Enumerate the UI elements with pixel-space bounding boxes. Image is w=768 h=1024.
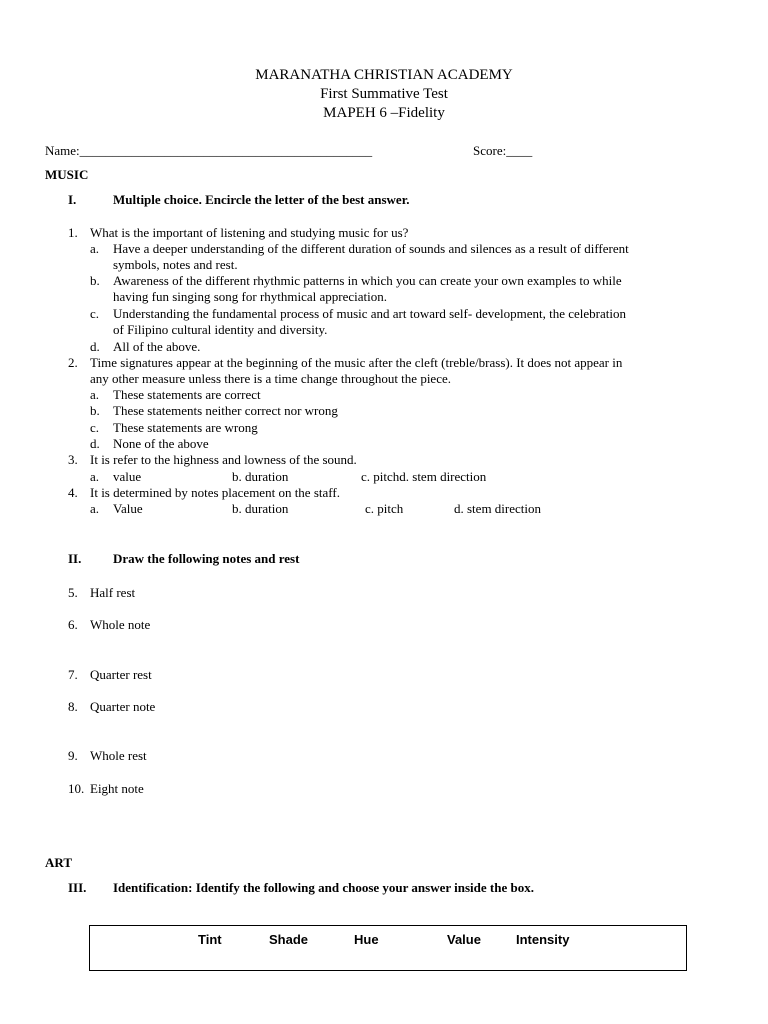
q1-b-line1: Awareness of the different rhythmic patterns in which you can create your own examples to while: [113, 273, 622, 288]
item9-text: Whole rest: [90, 748, 147, 763]
item6-number: 6.: [68, 617, 78, 632]
subject-title: MAPEH 6 –Fidelity: [323, 105, 445, 121]
choice-value: Value: [447, 932, 481, 947]
q2-stem-line2: any other measure unless there is a time change throughout the piece.: [90, 371, 451, 386]
q4-stem: It is determined by notes placement on the staff.: [90, 485, 340, 500]
q1-d-letter: d.: [90, 339, 100, 354]
q2-a-letter: a.: [90, 387, 100, 402]
q1-a-letter: a.: [90, 241, 100, 256]
part3-numeral: III.: [68, 880, 87, 895]
choice-box: [89, 925, 687, 971]
q3-a-letter: a.: [90, 469, 100, 484]
art-heading: ART: [45, 855, 72, 870]
q4-number: 4.: [68, 485, 78, 500]
item10-text: Eight note: [90, 781, 144, 796]
q1-a-line1: Have a deeper understanding of the different duration of sounds and silences as a result of different: [113, 241, 629, 256]
q3-cd-text: c. pitchd. stem direction: [361, 469, 487, 484]
q2-a-text: These statements are correct: [113, 387, 261, 402]
choice-hue: Hue: [354, 932, 379, 947]
part1-instruction: Multiple choice. Encircle the letter of the best answer.: [113, 192, 410, 207]
q1-d-text: All of the above.: [113, 339, 201, 354]
score-line: Score:____: [473, 143, 533, 158]
part2-numeral: II.: [68, 551, 82, 566]
choice-tint: Tint: [198, 932, 222, 947]
item5-text: Half rest: [90, 585, 136, 600]
item6-text: Whole note: [90, 617, 151, 632]
q2-b-letter: b.: [90, 403, 100, 418]
q2-c-text: These statements are wrong: [113, 420, 258, 435]
q4-b-text: b. duration: [232, 501, 289, 516]
test-title: First Summative Test: [320, 86, 448, 102]
q4-a-letter: a.: [90, 501, 100, 516]
q3-a-text: value: [113, 469, 142, 484]
item5-number: 5.: [68, 585, 78, 600]
q4-d-text: d. stem direction: [454, 501, 542, 516]
choice-shade: Shade: [269, 932, 309, 947]
q2-b-text: These statements neither correct nor wrong: [113, 403, 338, 418]
q3-number: 3.: [68, 452, 78, 467]
part3-instruction: Identification: Identify the following and choose your answer inside the box.: [113, 880, 534, 895]
item8-text: Quarter note: [90, 699, 156, 714]
item9-number: 9.: [68, 748, 78, 763]
q2-d-letter: d.: [90, 436, 100, 451]
choice-intensity: Intensity: [516, 932, 570, 947]
item8-number: 8.: [68, 699, 78, 714]
item10-number: 10.: [68, 781, 85, 796]
q2-number: 2.: [68, 355, 78, 370]
q1-number: 1.: [68, 225, 78, 240]
q1-c-line2: of Filipino cultural identity and diversity.: [113, 322, 328, 337]
q1-stem: What is the important of listening and studying music for us?: [90, 225, 409, 240]
q4-c-text: c. pitch: [365, 501, 404, 516]
q4-a-text: Value: [113, 501, 143, 516]
q1-b-line2: having fun singing song for rhythmical appreciation.: [113, 289, 388, 304]
part2-instruction: Draw the following notes and rest: [113, 551, 300, 566]
part1-numeral: I.: [68, 192, 77, 207]
q3-b-text: b. duration: [232, 469, 289, 484]
q1-c-letter: c.: [90, 306, 100, 321]
item7-text: Quarter rest: [90, 667, 152, 682]
q1-c-line1: Understanding the fundamental process of music and art toward self- development, the celebration: [113, 306, 626, 321]
name-line: Name:_____________________________________________: [45, 143, 373, 158]
music-heading: MUSIC: [45, 167, 89, 182]
q1-a-line2: symbols, notes and rest.: [113, 257, 238, 272]
q2-stem-line1: Time signatures appear at the beginning of the music after the cleft (treble/brass). It does not appear in: [90, 355, 623, 370]
q1-b-letter: b.: [90, 273, 100, 288]
item7-number: 7.: [68, 667, 78, 682]
school-name: MARANATHA CHRISTIAN ACADEMY: [255, 67, 513, 83]
q2-d-text: None of the above: [113, 436, 209, 451]
q3-stem: It is refer to the highness and lowness of the sound.: [90, 452, 357, 467]
q2-c-letter: c.: [90, 420, 100, 435]
